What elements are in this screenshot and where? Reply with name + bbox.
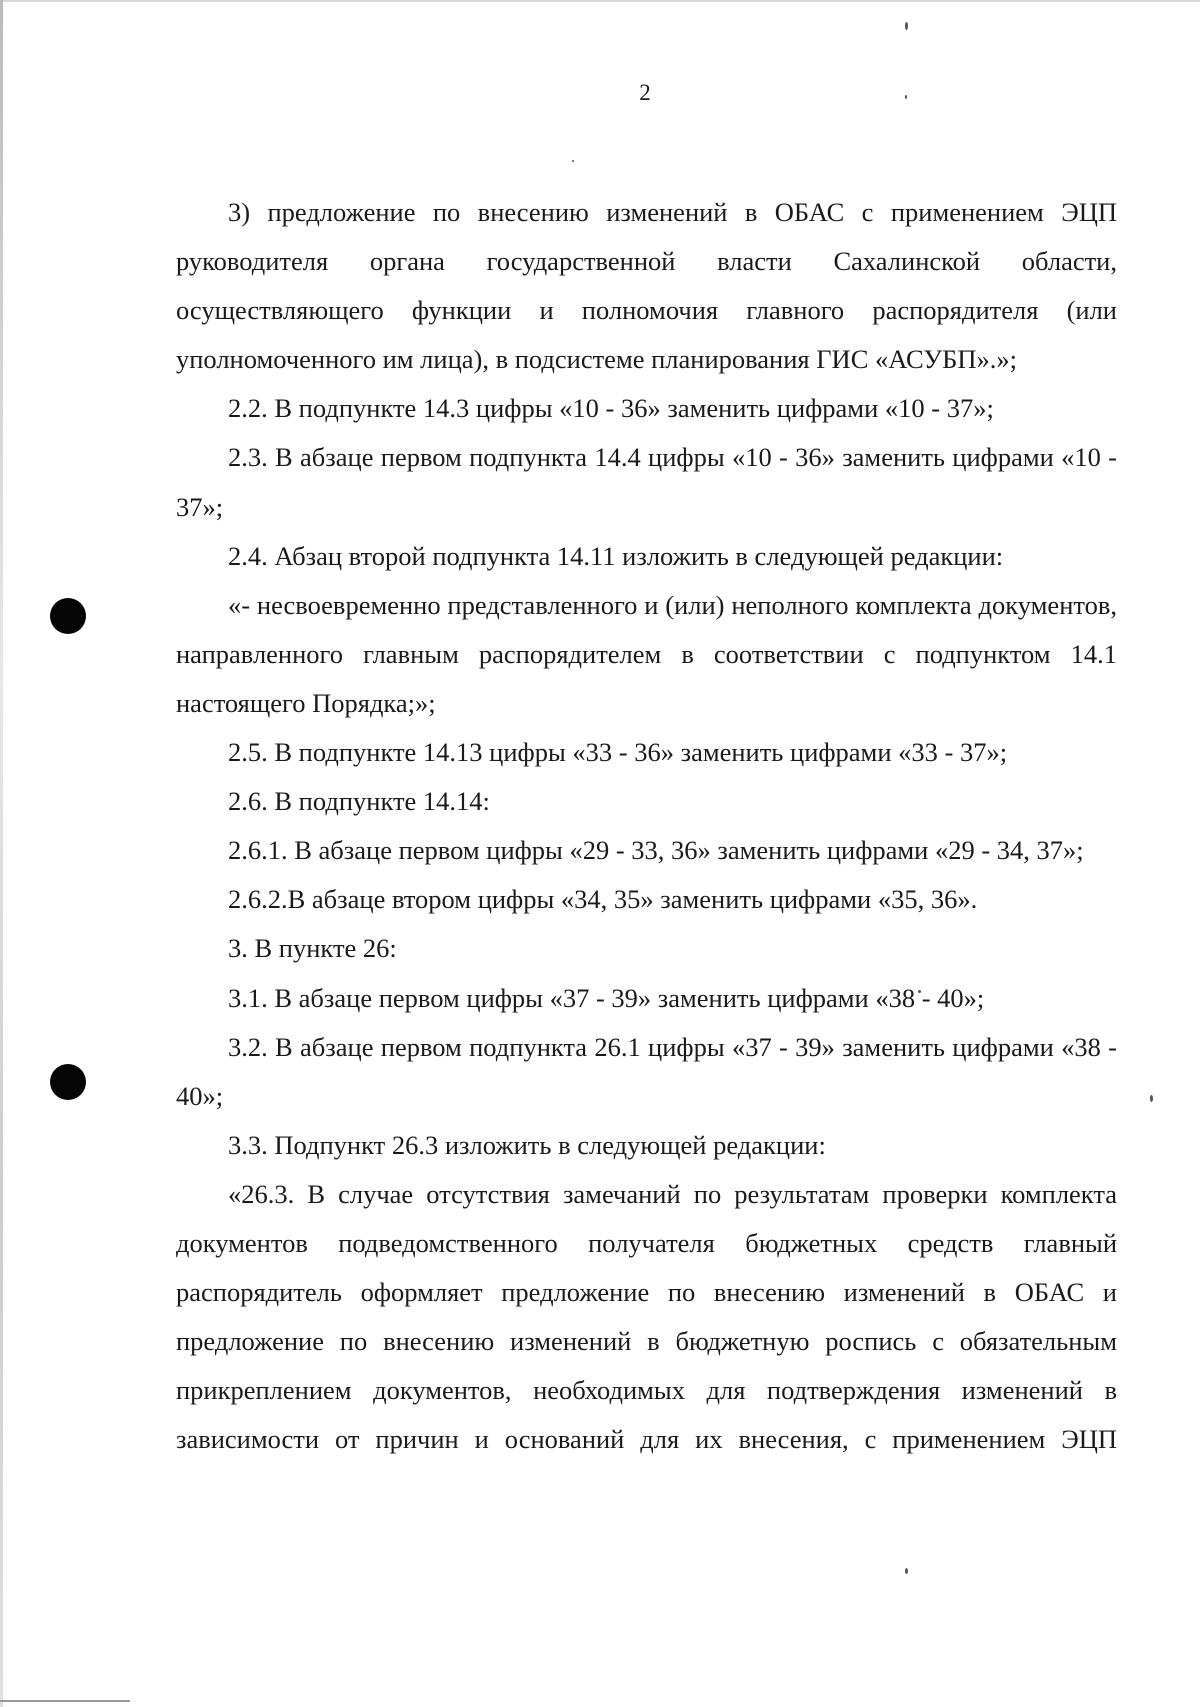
scan-left-edge	[0, 0, 3, 1707]
paragraph-3-3: 3.3. Подпункт 26.3 изложить в следующей редакции:	[228, 1129, 826, 1160]
scan-bottom-mark	[0, 1700, 130, 1702]
paragraph-2-4: 2.4. Абзац второй подпункта 14.11 изложить в следующей редакции:	[228, 540, 1004, 571]
scan-speck	[572, 160, 574, 162]
paragraph-3-2: 3.2. В абзаце первом подпункта 26.1 цифры «37 - 39» заменить цифрами «38 - 40»;	[176, 1031, 1117, 1111]
punch-hole-bottom	[50, 1064, 86, 1100]
paragraph-2-3: 2.3. В абзаце первом подпункта 14.4 цифры «10 - 36» заменить цифрами «10 - 37»;	[176, 442, 1117, 522]
document-body	[176, 188, 1117, 1464]
paragraph-2-6: 2.6. В подпункте 14.14:	[228, 786, 490, 817]
paragraph-2-5: 2.5. В подпункте 14.13 цифры «33 - 36» заменить цифрами «33 - 37»;	[228, 737, 1008, 768]
paragraph-3-1: 3.1. В абзаце первом цифры «37 - 39» заменить цифрами «38 - 40»;	[228, 982, 985, 1013]
punch-hole-top	[50, 598, 86, 634]
paragraph-26-3-quote: «26.3. В случае отсутствия замечаний по результатам проверки комплекта документов подведомственного получателя бюджетных средств главный распорядитель оформляет предложение по внесению изменений в ОБАС и предложение по внесению изменений в бюджетную роспись с обязательным прикреплением документов, необходимых для подтверждения изменений в зависимости от причин и оснований для их внесения, с применением ЭЦП	[176, 1178, 1117, 1455]
paragraph-2-4-quote: «- несвоевременно представленного и (или) неполного комплекта документов, направленного главным распорядителем в соответствии с подпунктом 14.1 настоящего Порядка;»;	[176, 589, 1117, 718]
paragraph-2-2: 2.2. В подпункте 14.3 цифры «10 - 36» заменить цифрами «10 - 37»;	[228, 393, 994, 424]
scan-speck	[905, 1568, 908, 1574]
scan-top-edge	[0, 0, 1200, 2]
paragraph-3-item-3: 3) предложение по внесению изменений в ОБАС с применением ЭЦП руководителя органа государственной власти Сахалинской области, осуществляющего функции и полномочия главного распорядителя (или уполномоченного им лица), в подсистеме планирования ГИС «АСУБП».»;	[176, 197, 1117, 375]
scan-speck	[1150, 1095, 1153, 1102]
scan-speck	[905, 95, 907, 99]
paragraph-2-6-2: 2.6.2.В абзаце втором цифры «34, 35» заменить цифрами «35, 36».	[228, 884, 978, 915]
scan-speck	[905, 22, 908, 30]
page-number: 2	[639, 80, 651, 105]
paragraph-3: 3. В пункте 26:	[228, 933, 397, 964]
paragraph-2-6-1: 2.6.1. В абзаце первом цифры «29 - 33, 36» заменить цифрами «29 - 34, 37»;	[228, 835, 1084, 866]
